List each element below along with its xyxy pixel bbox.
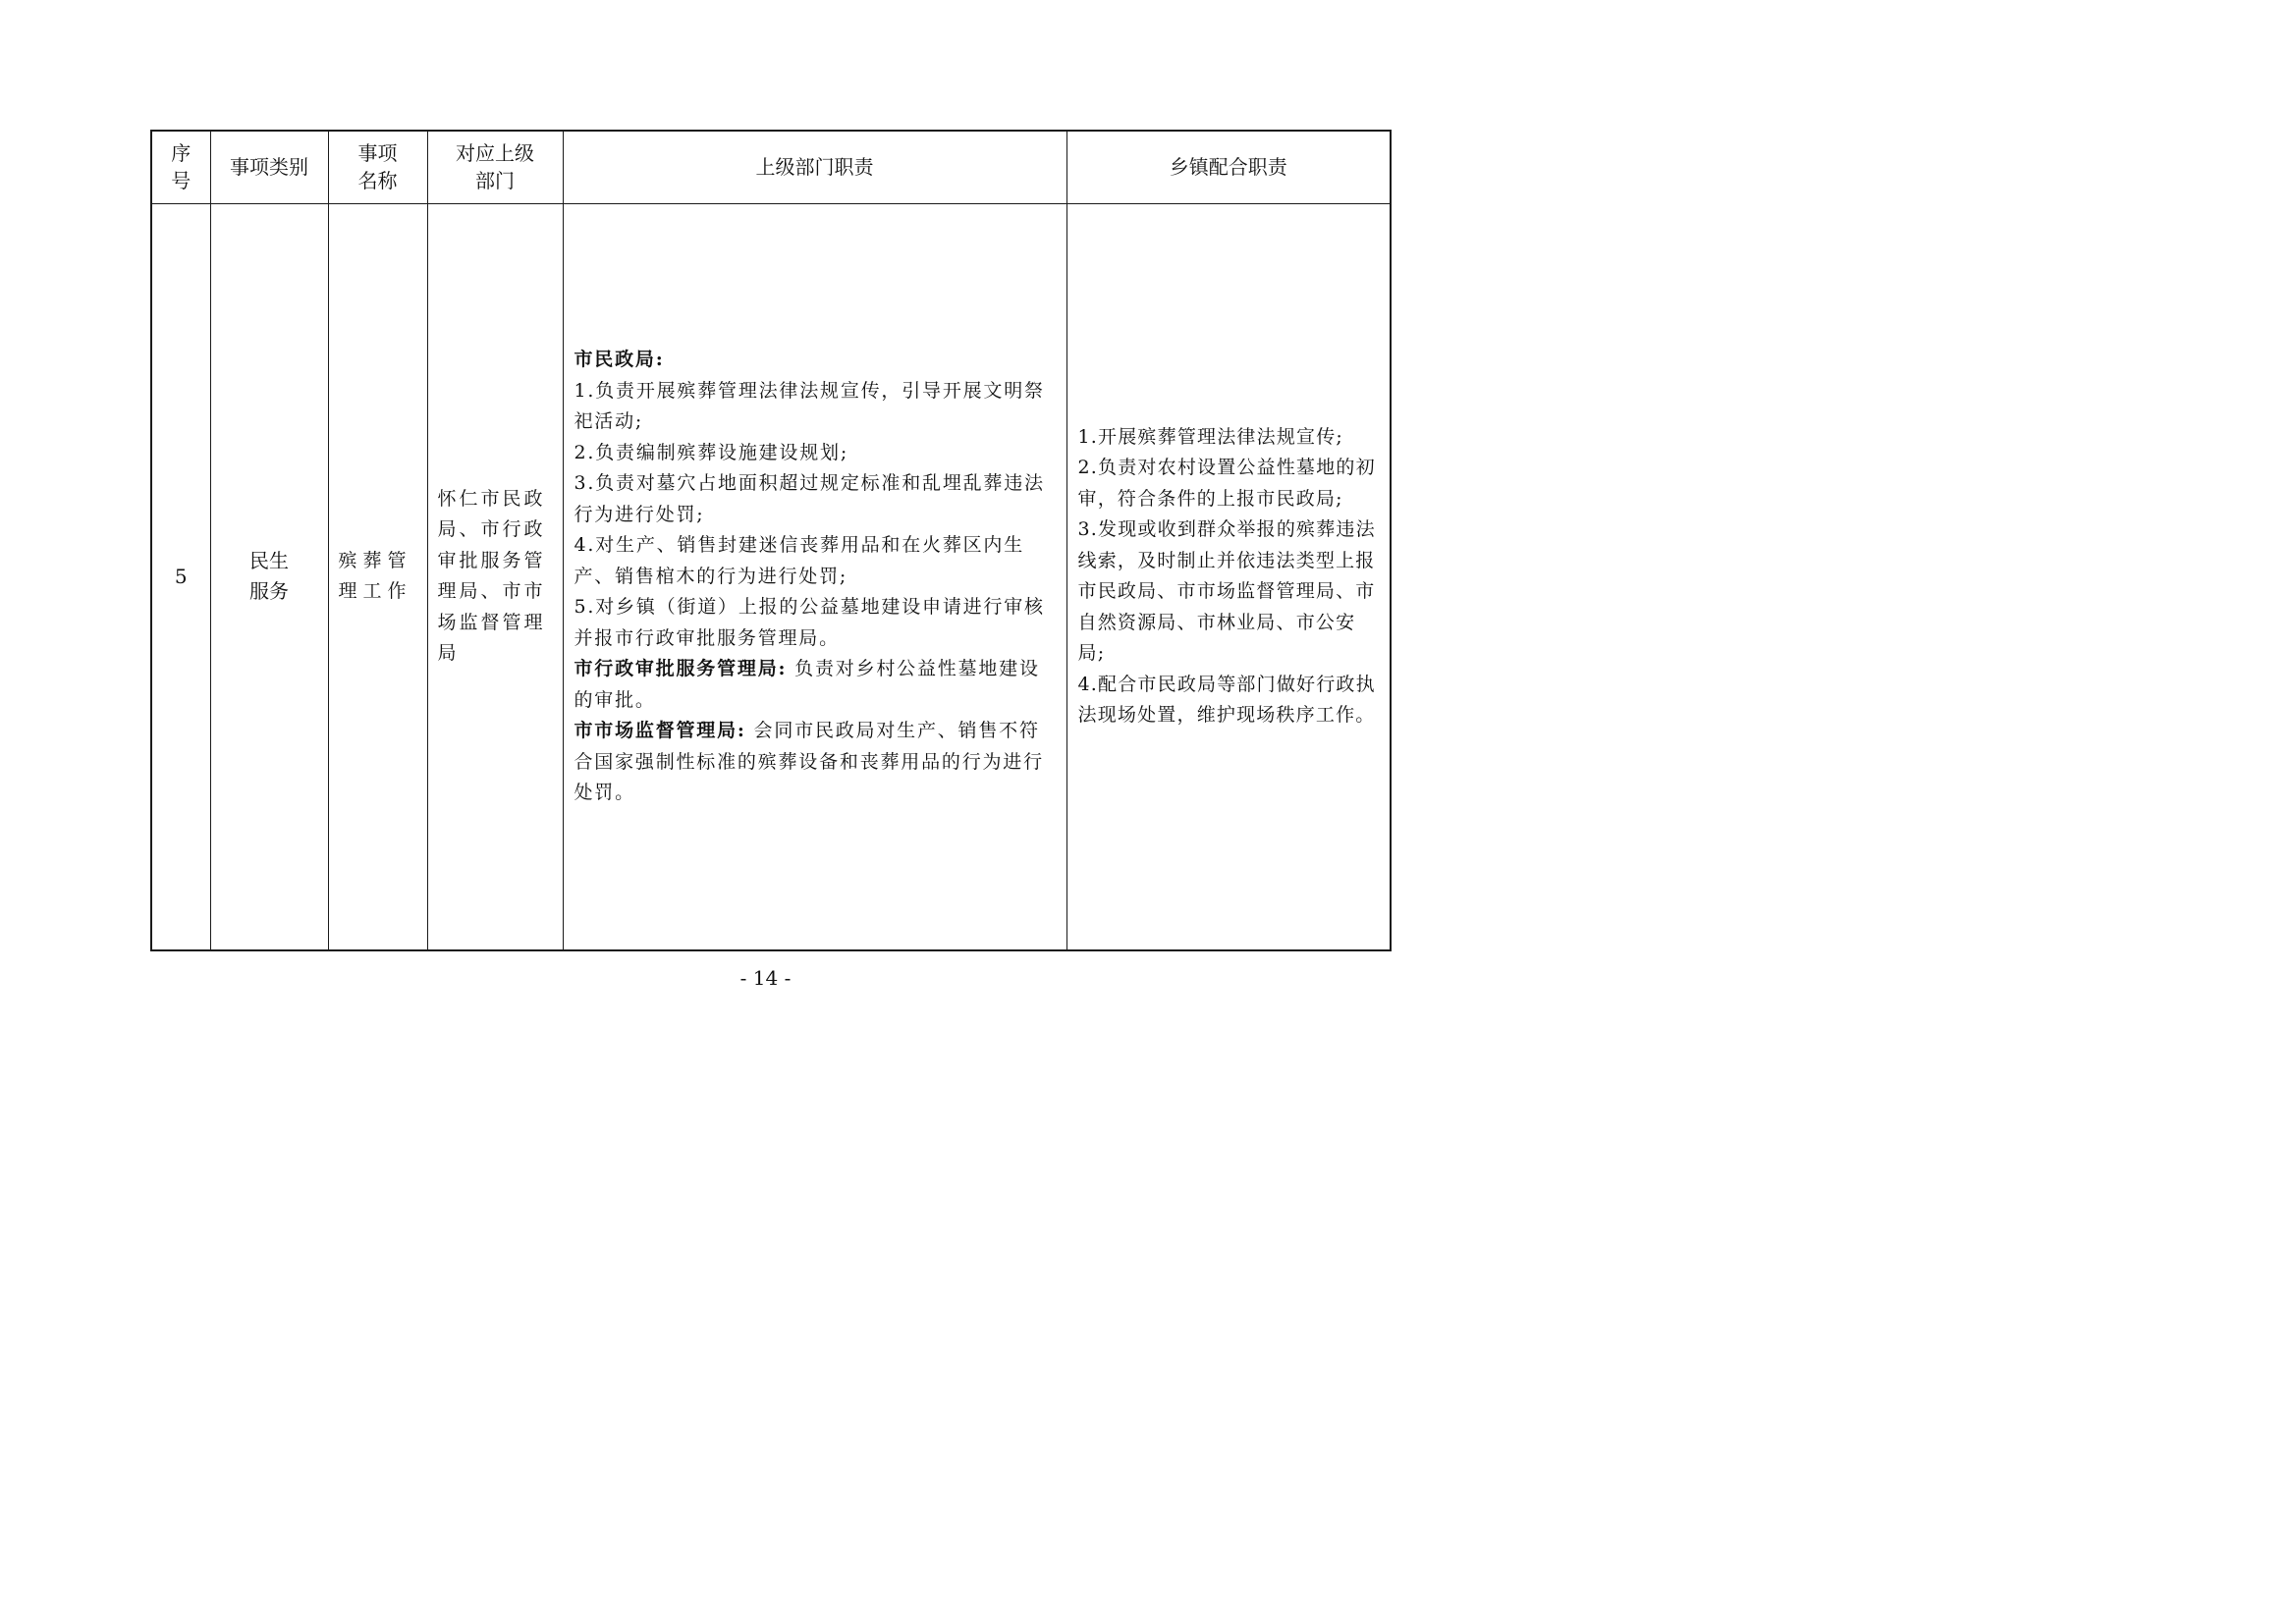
duties-table [150,130,1392,951]
table-row [151,203,1391,950]
admin-approval-text: 负责对乡村公益性墓地建设的审批。 [574,658,1040,711]
row-category-line-1: 民生 [249,549,289,573]
admin-approval-heading: 市行政审批服务管理局: [574,658,788,679]
page-number: - 14 - [739,966,792,990]
town-duty-item: 3.发现或收到群众举报的殡葬违法线索，及时制止并依违法类型上报市民政局、市市场监督管理局、市自然资源局、市林业局、市公安局; [1077,518,1376,665]
civil-affairs-item: 5.对乡镇（街道）上报的公益墓地建设申请进行审核并报市行政审批服务管理局。 [574,596,1045,649]
market-supervision-text: 会同市民政局对生产、销售不符合国家强制性标准的殡葬设备和丧葬用品的行为进行处罚。 [574,720,1044,803]
admin-approval-paragraph [574,654,1057,716]
row-category-line-2: 服务 [249,579,289,604]
row-upper-dept: 怀仁市民政局、市行政审批服务管理局、市市场监督管理局 [427,203,563,950]
header-item-name [328,131,427,203]
town-duty-item: 1.开展殡葬管理法律法规宣传; [1077,425,1344,448]
header-upper-dept [427,131,563,203]
town-duty-item: 4.配合市民政局等部门做好行政执法现场处置，维护现场秩序工作。 [1077,673,1376,727]
header-upper-dept-line-2: 部门 [475,169,515,193]
civil-affairs-item: 1.负责开展殡葬管理法律法规宣传，引导开展文明祭祀活动; [574,379,1045,432]
header-upper-dept-line-1: 对应上级 [456,141,534,166]
row-item-name: 殡葬管理工作 [328,203,427,950]
row-category [210,203,328,950]
header-town-duties: 乡镇配合职责 [1066,131,1391,203]
civil-affairs-heading: 市民政局: [574,349,665,370]
header-upper-duties: 上级部门职责 [563,131,1066,203]
civil-affairs-item: 2.负责编制殡葬设施建设规划; [574,441,849,463]
town-duty-item: 2.负责对农村设置公益性墓地的初审，符合条件的上报市民政局; [1077,457,1376,510]
header-category: 事项类别 [210,131,328,203]
market-supervision-paragraph [574,716,1057,809]
row-index: 5 [151,203,210,950]
civil-affairs-item: 3.负责对墓穴占地面积超过规定标准和乱埋乱葬违法行为进行处罚; [574,472,1045,525]
header-index-line-2: 号 [171,169,191,193]
row-town-duties [1066,203,1391,950]
row-upper-duties [563,203,1066,950]
header-row [151,131,1391,203]
civil-affairs-item: 4.对生产、销售封建迷信丧葬用品和在火葬区内生产、销售棺木的行为进行处罚; [574,534,1025,587]
market-supervision-heading: 市市场监督管理局: [574,720,746,741]
header-index-line-1: 序 [171,141,191,166]
header-item-name-line-1: 事项 [357,141,398,166]
header-item-name-line-2: 名称 [357,169,398,193]
header-index [151,131,210,203]
